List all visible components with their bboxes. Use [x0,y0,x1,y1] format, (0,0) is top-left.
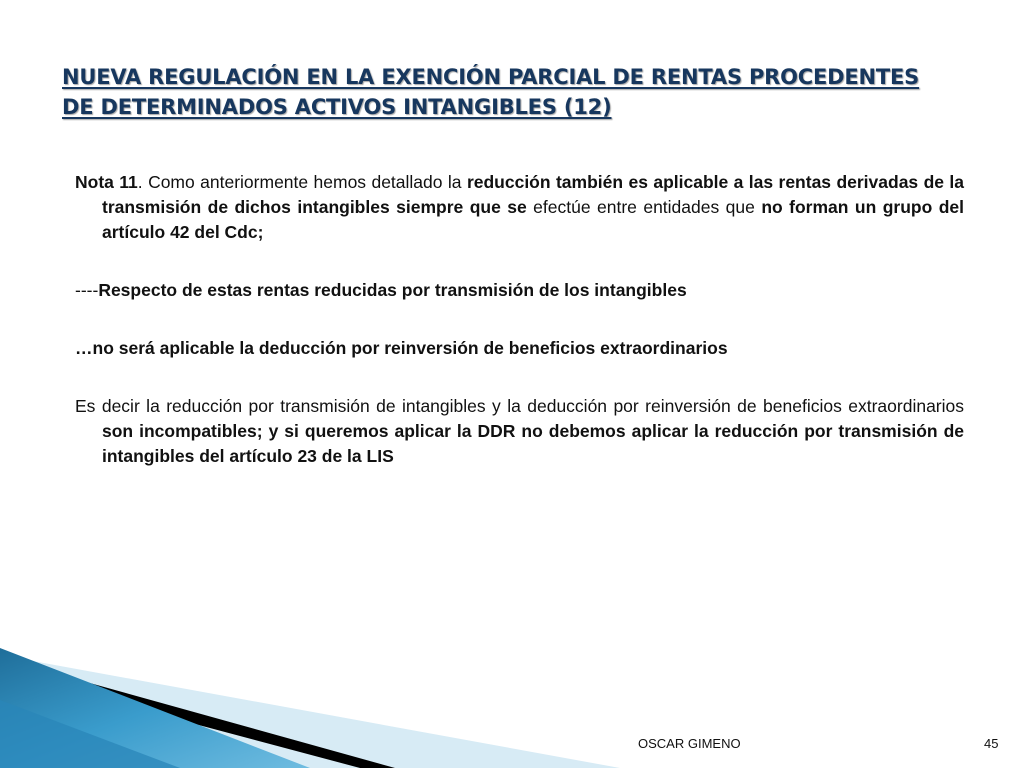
text-bold: Respecto de estas rentas reducidas por transmisión de los intangibles [98,280,687,300]
slide-title [62,62,962,122]
corner-light-stripe [0,655,620,768]
paragraph-respecto [75,278,964,303]
slide-body [75,170,964,502]
text-regular: ---- [75,280,99,300]
text-bold: reducción también es aplicable a las rentas derivadas de la transmisión de dichos intangibles siempre que se [102,172,964,217]
text-regular: efectúe entre entidades que [526,197,762,217]
text-regular: Es decir la reducción por transmisión de intangibles y la deducción por reinversión de beneficios extraordinarios [75,396,964,416]
corner-blue-highlight [0,700,180,768]
slide-title-line-1: NUEVA REGULACIÓN EN LA EXENCIÓN PARCIAL DE RENTAS PROCEDENTES [62,65,920,89]
footer-author: OSCAR GIMENO [638,736,741,751]
text-regular: . Como anteriormente hemos detallado la [137,172,467,192]
slide-title-line-2: DE DETERMINADOS ACTIVOS INTANGIBLES (12) [62,95,612,119]
text-bold: …no será aplicable la deducción por reinversión de beneficios extraordinarios [75,338,728,358]
footer-page-number: 45 [984,736,999,751]
paragraph-es-decir [75,394,964,469]
corner-black-stripe [0,658,395,768]
paragraph-nota-11 [75,170,964,245]
corner-blue-band [0,648,310,768]
paragraph-no-sera-aplicable [75,336,964,361]
text-bold: son incompatibles; y si queremos aplicar la DDR no debemos aplicar la reducción por transmisión de intangibles del artículo 23 de la LIS [102,421,964,466]
text-bold: no forman un grupo del artículo 42 del Cdc; [102,197,964,242]
text-bold: Nota 11 [75,172,138,192]
